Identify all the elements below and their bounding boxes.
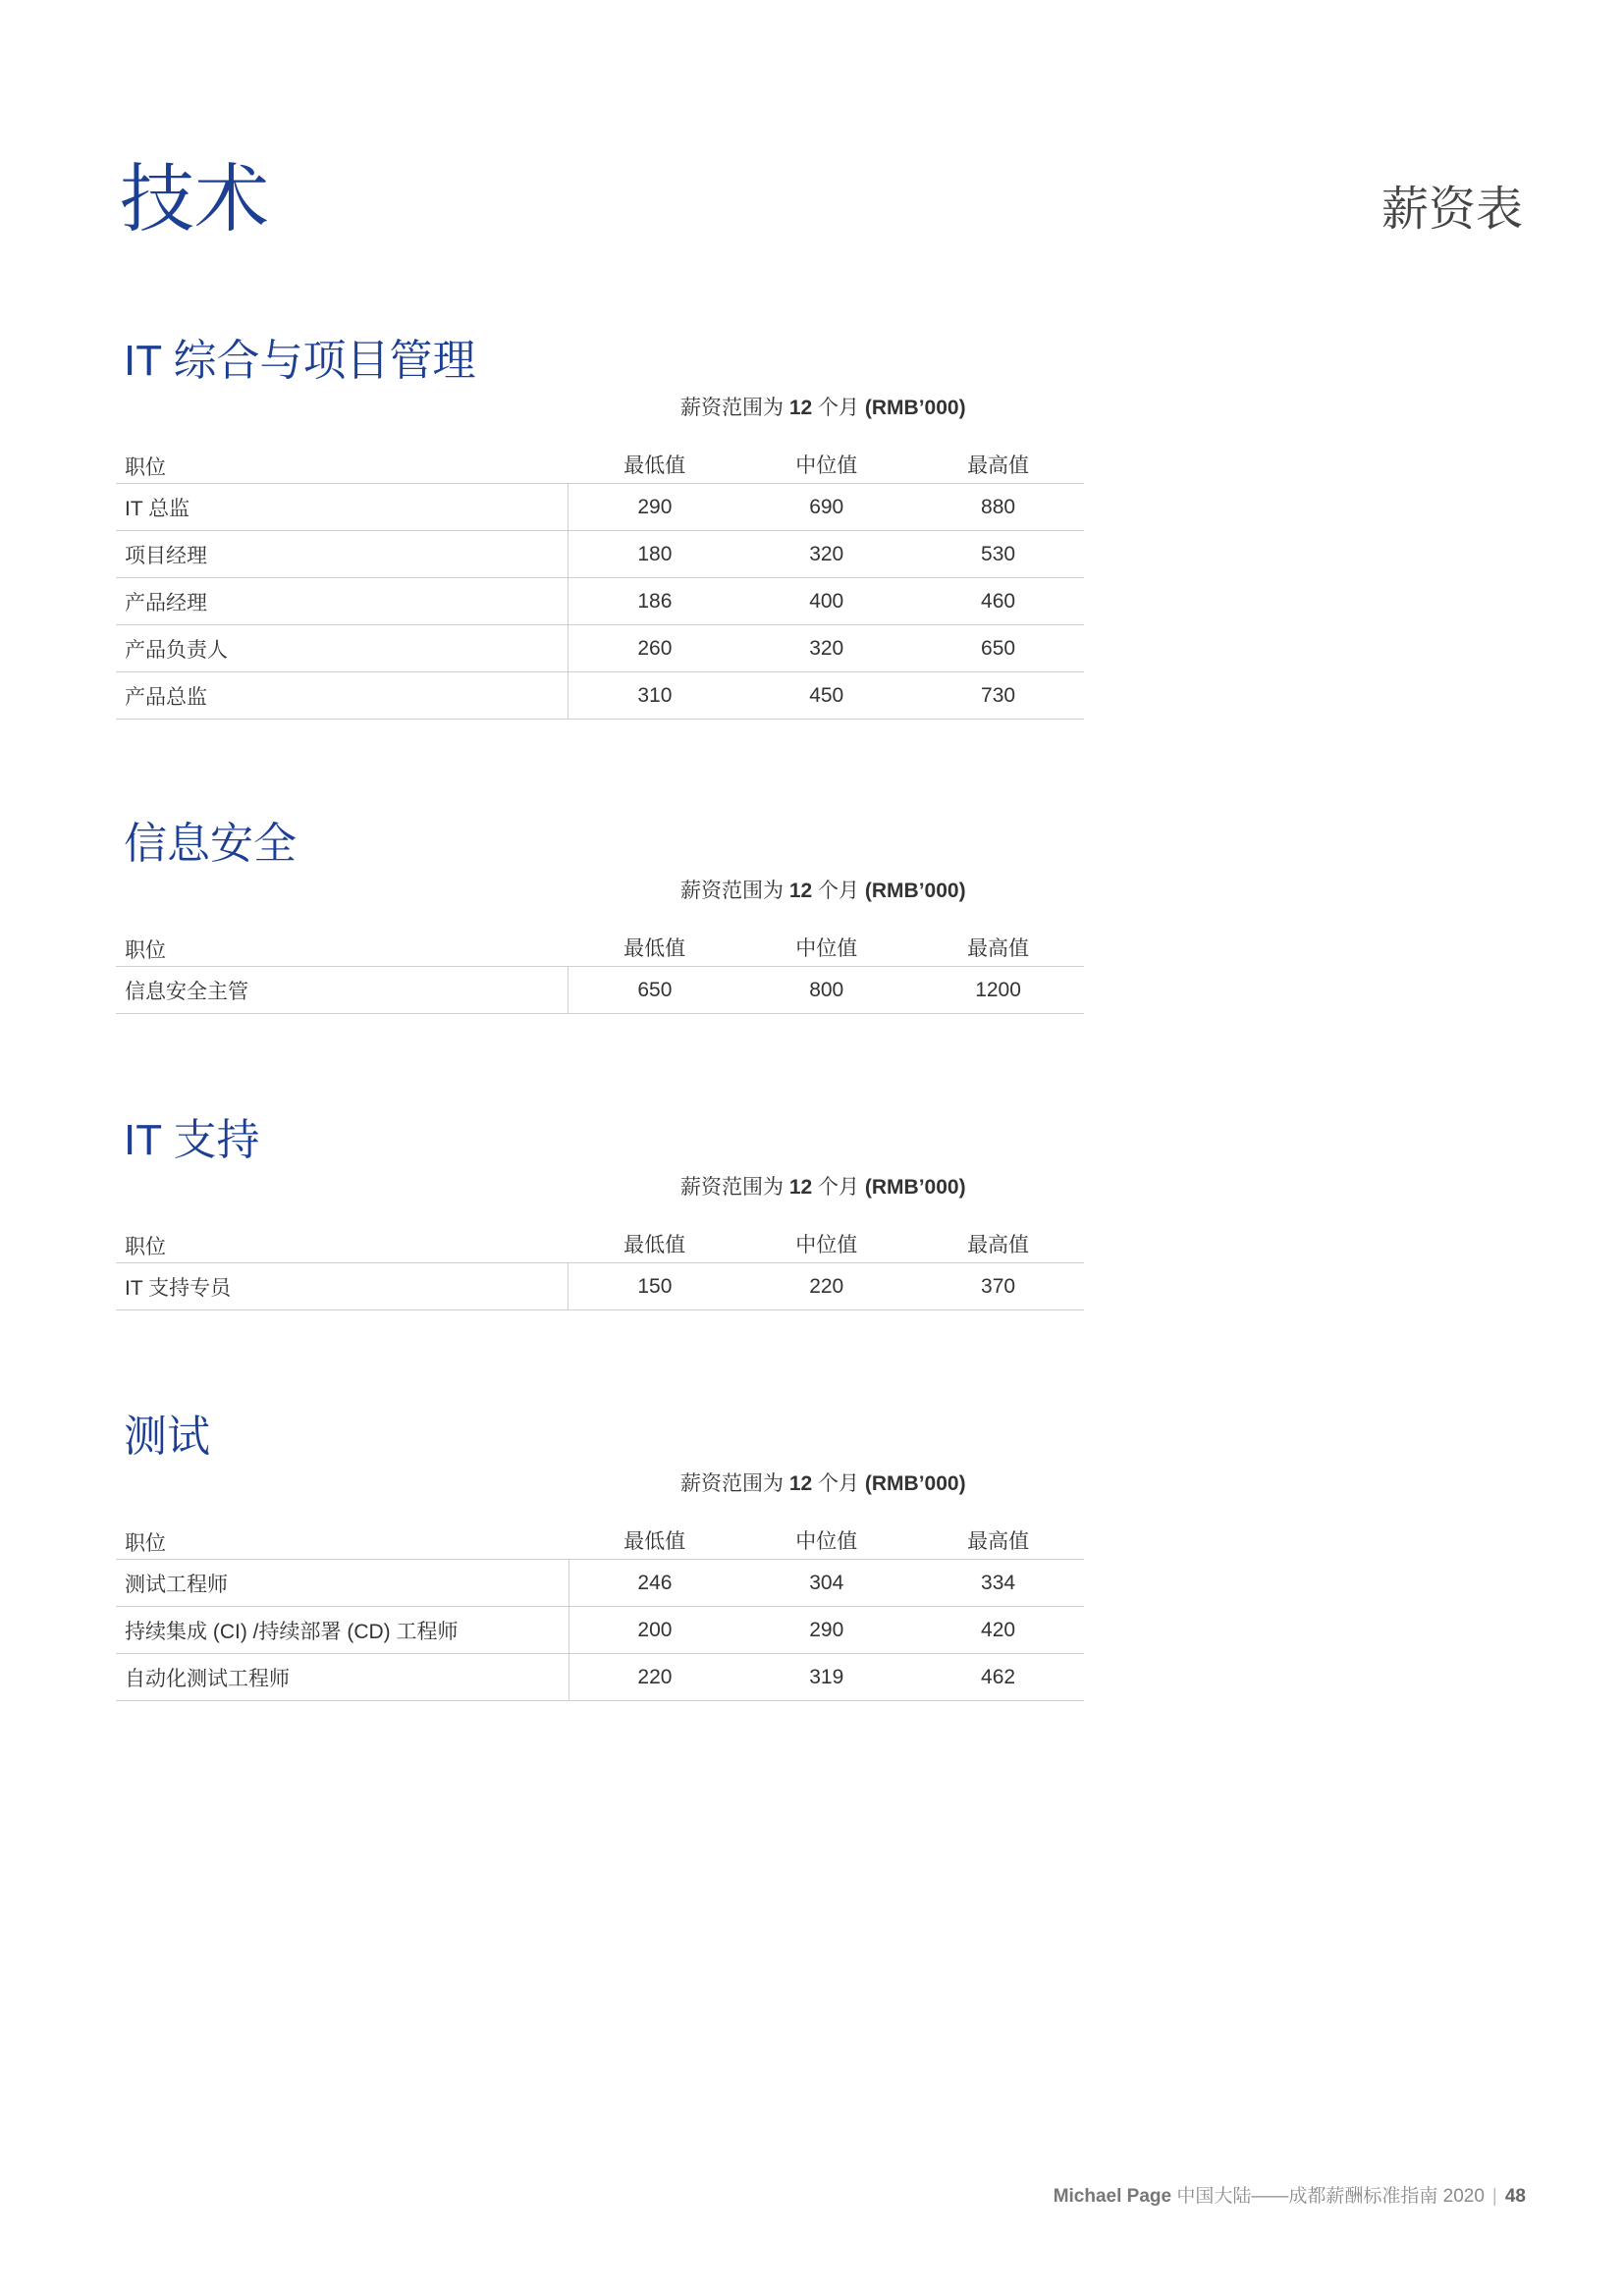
column-header-min: 最低值 [568,1504,740,1560]
max-cell: 650 [912,625,1084,672]
page-number: 48 [1504,2186,1526,2207]
min-cell: 650 [568,967,740,1014]
footer-text: 中国大陆——成都薪酬标准指南 [1171,2186,1443,2207]
table-row [116,967,1084,1014]
table-header-row [116,1504,1084,1560]
table-row [116,1560,1084,1607]
salary-section-it-support [116,1113,1084,1310]
salary-table [116,1504,1084,1701]
position-cell: 测试工程师 [116,1560,568,1607]
min-cell: 186 [568,578,740,625]
column-header-median: 中位值 [740,1207,912,1263]
salary-range-caption: 薪资范围为 12 个月 (RMB’000) [680,397,966,419]
position-cell: 自动化测试工程师 [116,1654,568,1701]
salary-section-info-security [116,817,1084,1014]
median-cell: 690 [740,484,912,531]
median-cell: 800 [740,967,912,1014]
table-header-row [116,1207,1084,1263]
position-cell: IT 总监 [116,484,568,531]
table-row [116,625,1084,672]
max-cell: 462 [912,1654,1084,1701]
max-cell: 370 [912,1263,1084,1310]
column-header-position: 职位 [116,1207,568,1263]
column-header-median: 中位值 [740,911,912,967]
median-cell: 304 [740,1560,912,1607]
position-cell: 产品经理 [116,578,568,625]
column-header-median: 中位值 [740,1504,912,1560]
position-cell: 持续集成 (CI) /持续部署 (CD) 工程师 [116,1607,568,1654]
column-header-max: 最高值 [912,1504,1084,1560]
max-cell: 1200 [912,967,1084,1014]
table-row [116,531,1084,578]
section-title: 信息安全 [124,820,297,868]
salary-range-caption: 薪资范围为 12 个月 (RMB’000) [680,1176,966,1199]
salary-table [116,911,1084,1014]
max-cell: 334 [912,1560,1084,1607]
position-cell: 信息安全主管 [116,967,568,1014]
salary-range-caption: 薪资范围为 12 个月 (RMB’000) [680,880,966,902]
column-header-position: 职位 [116,1504,568,1560]
column-header-position: 职位 [116,428,568,484]
position-cell: 产品负责人 [116,625,568,672]
max-cell: 530 [912,531,1084,578]
footer-brand: Michael Page [1053,2186,1172,2207]
footer-separator: | [1491,2186,1497,2207]
section-title: IT 综合与项目管理 [124,337,476,385]
min-cell: 246 [568,1560,740,1607]
table-row [116,1654,1084,1701]
position-cell: IT 支持专员 [116,1263,568,1310]
column-header-max: 最高值 [912,1207,1084,1263]
median-cell: 320 [740,531,912,578]
min-cell: 200 [568,1607,740,1654]
max-cell: 420 [912,1607,1084,1654]
table-row [116,1607,1084,1654]
max-cell: 460 [912,578,1084,625]
page-footer [1054,2183,1526,2211]
table-header-row [116,911,1084,967]
section-title: IT 支持 [124,1116,260,1164]
salary-range-caption: 薪资范围为 12 个月 (RMB’000) [680,1472,966,1495]
min-cell: 290 [568,484,740,531]
median-cell: 220 [740,1263,912,1310]
column-header-position: 职位 [116,911,568,967]
salary-section-testing [116,1410,1084,1701]
position-cell: 项目经理 [116,531,568,578]
table-row [116,1263,1084,1310]
column-header-median: 中位值 [740,428,912,484]
table-row [116,484,1084,531]
min-cell: 220 [568,1654,740,1701]
min-cell: 150 [568,1263,740,1310]
median-cell: 290 [740,1607,912,1654]
column-header-max: 最高值 [912,428,1084,484]
table-row [116,672,1084,720]
median-cell: 319 [740,1654,912,1701]
column-header-min: 最低值 [568,911,740,967]
table-row [116,578,1084,625]
column-header-max: 最高值 [912,911,1084,967]
median-cell: 320 [740,625,912,672]
footer-year: 2020 [1442,2186,1485,2207]
salary-table [116,428,1084,720]
median-cell: 400 [740,578,912,625]
position-cell: 产品总监 [116,672,568,720]
min-cell: 310 [568,672,740,720]
median-cell: 450 [740,672,912,720]
salary-section-it-general [116,334,1084,720]
document-type-label: 薪资表 [1380,184,1523,236]
column-header-min: 最低值 [568,1207,740,1263]
salary-table [116,1207,1084,1310]
column-header-min: 最低值 [568,428,740,484]
min-cell: 180 [568,531,740,578]
max-cell: 730 [912,672,1084,720]
max-cell: 880 [912,484,1084,531]
min-cell: 260 [568,625,740,672]
page-title: 技术 [120,158,269,241]
section-title: 测试 [124,1413,210,1461]
table-header-row [116,428,1084,484]
